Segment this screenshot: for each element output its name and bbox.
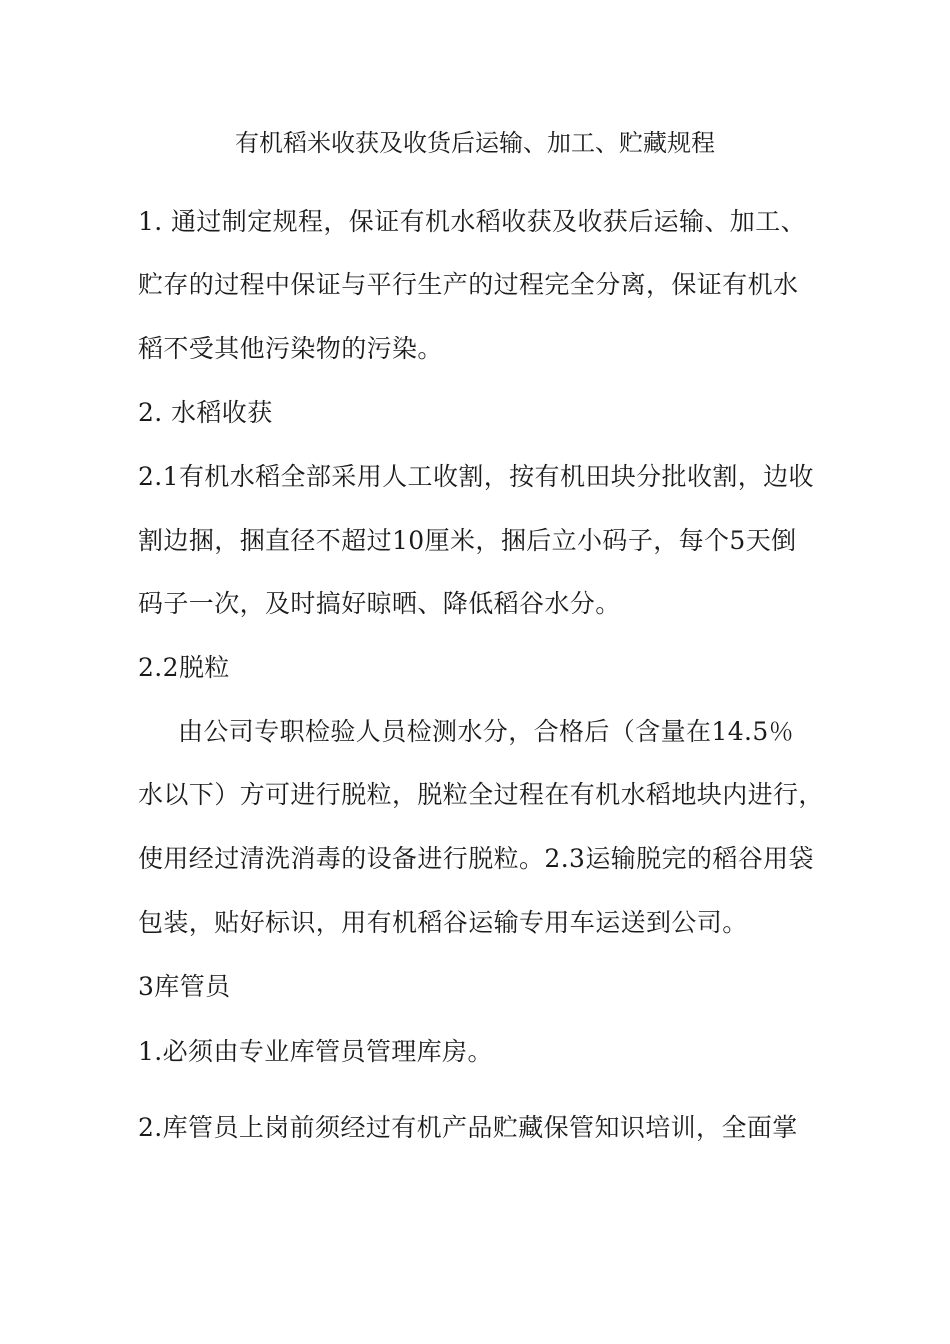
document-title: 有机稻米收获及收货后运输、加工、贮藏规程 <box>235 129 715 157</box>
section-heading-threshing: 2.2脱粒 <box>138 653 230 682</box>
paragraph-line-2: 贮存的过程中保证与平行生产的过程完全分离，保证有机水 <box>138 270 799 299</box>
paragraph-line-14: 1.必须由专业库管员管理库房。 <box>138 1037 493 1066</box>
section-heading-harvest: 2. 水稻收获 <box>138 398 273 427</box>
paragraph-line-10: 水以下）方可进行脱粒，脱粒全过程在有机水稻地块内进行， <box>138 780 824 809</box>
section-heading-warehouse-keeper: 3库管员 <box>138 972 231 1001</box>
paragraph-line-5: 2.1有机水稻全部采用人工收割，按有机田块分批收割，边收 <box>138 462 814 491</box>
paragraph-line-9: 由公司专职检验人员检测水分，合格后（含量在14.5％ <box>178 717 795 746</box>
paragraph-line-3: 稻不受其他污染物的污染。 <box>138 334 443 363</box>
paragraph-line-15: 2.库管员上岗前须经过有机产品贮藏保管知识培训，全面掌 <box>138 1113 798 1142</box>
paragraph-line-7: 码子一次，及时搞好晾晒、降低稻谷水分。 <box>138 589 621 618</box>
paragraph-line-11: 使用经过清洗消毒的设备进行脱粒。2.3运输脱完的稻谷用袋 <box>138 844 814 873</box>
paragraph-line-12: 包装，贴好标识，用有机稻谷运输专用车运送到公司。 <box>138 908 748 937</box>
paragraph-line-6: 割边捆，捆直径不超过10厘米，捆后立小码子，每个5天倒 <box>138 526 797 555</box>
paragraph-line-1: 1. 通过制定规程，保证有机水稻收获及收获后运输、加工、 <box>138 207 807 236</box>
